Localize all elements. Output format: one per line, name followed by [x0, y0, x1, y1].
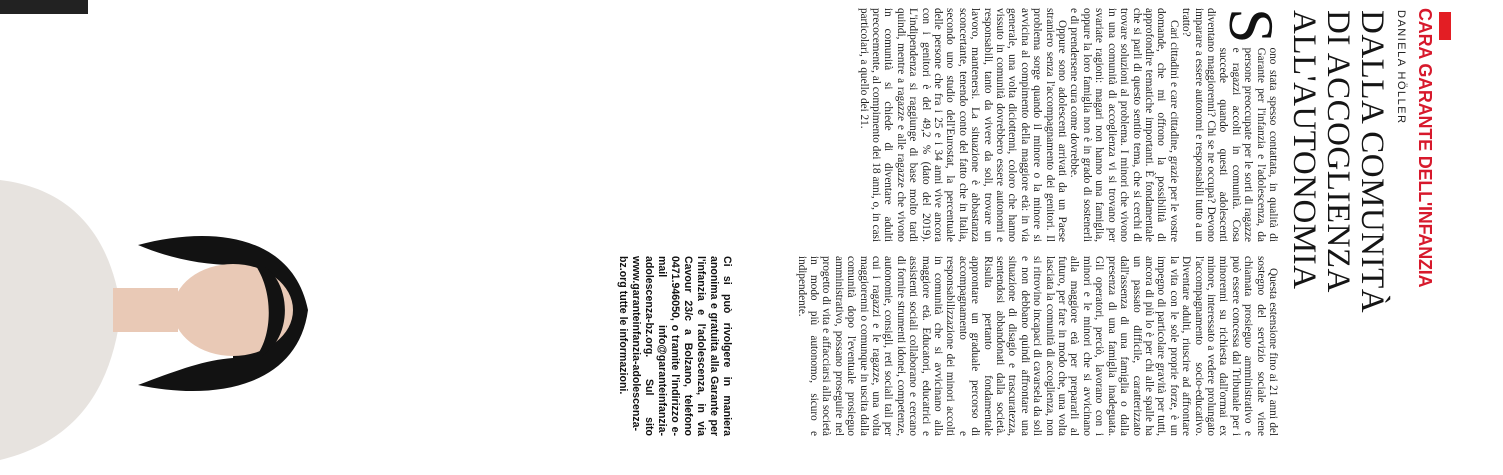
body-column-2 — [739, 256, 1279, 436]
paragraph: Cari cittadini e care cittadine, grazie per le vostre domande, che mi offrono la possibilità di approfondire tematiche importanti. È fondamentale che si parli di questo sentito tema, che si cerchi di trovare soluzioni al problema. I minori che vivono in una comunità di accoglienza vi si trovano per svariate ragioni: magari non hanno una famiglia, oppure la loro famiglia non è in grado di sostenerli e di prendersene cura come dovrebbe. — [1068, 8, 1180, 242]
paragraph: Oppure sono adolescenti arrivati da un Paese straniero senza l'accompagnamento dei genitori. Il problema sorge quando il minore o la minore si avvicina al compimento della maggiore età: in via generale, una volta diciottenni, coloro che hanno vissuto in comunità dovrebbero essere autonomi e responsabili, tanto da vivere da soli, trovare un lavoro, mantenersi. La situazione è abbastanza sconcertante, tenendo conto del fatto che in Italia, secondo uno studio dell'Eurostat, la percentuale delle persone che fra i 25 e i 34 anni vive ancora con i genitori è del 49,2 % (dato del 2019). L'indipendenza si raggiunge di base molto tardi quindi, mentre a ragazze e alle ragazze che vivono in comunità si chiede di diventare adulti precocemente, al compimento dei 18 anni, o, in casi particolari, a quello dei 21. — [857, 8, 1069, 242]
section-kicker: CARA GARANTE DELL'INFANZIA — [1415, 8, 1435, 288]
drop-cap: S — [1216, 8, 1287, 44]
body-column-1 — [739, 8, 1287, 242]
paragraph: ono stata spesso contattata, in qualità di Garante per l'infanzia e l'adolescenza, da persone preoccupate per le sorti di ragazze e ragazzi accolti in comunità. Cosa succede quando questi adolescenti diventano maggiorenni? Chi se ne occupa? Devono imparare a essere autonomi e responsabili tutto a un tratto? — [1180, 8, 1279, 242]
author-portrait-photo — [0, 140, 353, 475]
contact-paragraph: Ci si può rivolgere in maniera anonima e gratuita alla Garante per l'infanzia e l'adolescenza, in via Cavour 23/c a Bolzano, telefono 0471.946050, o tramite l'indirizzo e-mail info@garanteinfanzia-adolescenza-bz.org. Sul sito www.garanteinfanzia-adolescenza-bz.org tutte le informazioni. — [617, 256, 733, 436]
red-accent-rule — [1439, 12, 1451, 40]
article-headline — [1287, 10, 1389, 350]
contact-info-box — [353, 256, 733, 436]
headline-line-2: DI ACCOGLIENZA — [1320, 10, 1356, 293]
paragraph: Questa estensione fino ai 21 anni del sostegno del servizio sociale viene chiamata prosieguo amministrativo e può essere concessa dal Tribunale per i minorenni su richiesta dall'ormai ex minore, interessato a vedere prolungato l'accompagnamento socio-educativo. Diventare adulti, riuscire ad affrontare la vita con le sole proprie forze, è un impegno di particolare gravità per tutti, ancora di più lo è per chi alle spalle ha un passato difficile, caratterizzato dall'assenza di una famiglia o dalla presenza di una famiglia inadeguata. Gli operatori, perciò, lavorano con i minori e le minori che si avvicinano alla maggiore età per prepararli al futuro, per fare in modo che, una volta lasciata la comunità di accoglienza, non si ritrovino incapaci di cavarsela da soli e non debbano quindi affrontare una situazione di disagio e trascuratezza, sentendosi abbandonati dalla società. Risulta pertanto fondamentale approntare un graduale percorso di accompagnamento e responsabilizzazione dei minori accolti in comunità che si avvicinano alla maggiore età. Educatori, educatrici e assistenti sociali collaborano e cercano di fornire strumenti idonei, competenze, autonomie, consigli, reti sociali tali per cui i ragazzi e le ragazze, una volta maggiorenni o comunque in uscita dalla comunità dopo l'eventuale prosieguo amministrativo, possano proseguire nel progetto di vita e affacciarsi alla società in modo più autonomo, sicuro e indipendente. — [795, 256, 1279, 436]
page-edge-mark — [0, 0, 88, 14]
author-byline: DANIELA HÖLLER — [1395, 10, 1407, 125]
headline-line-1: DALLA COMUNITÀ — [1354, 10, 1390, 314]
headline-line-3: ALL'AUTONOMIA — [1286, 10, 1322, 290]
